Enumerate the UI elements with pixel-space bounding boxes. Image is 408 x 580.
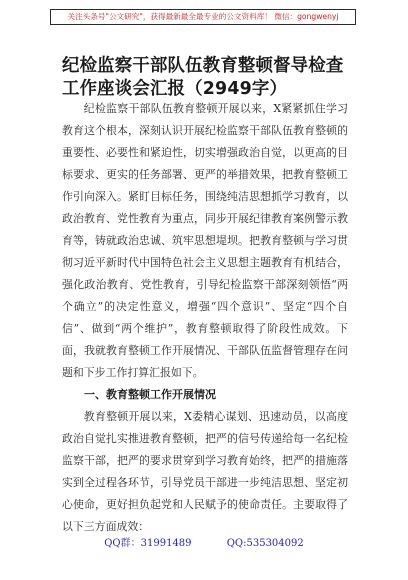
paragraph-section-1: 教育整顿开展以来，X委精心谋划、迅速动员，以高度政治自觉扎实推进教育整顿，把严的信号传递给每一名纪检监察干部，把严的要求贯穿到学习教育始终，把严的措施落实到全过程各环节，引导党员干部进一步纯洁思想、坚定初心使命，更好担负起党和人民赋予的使命责任。主要取得了以下三方面成效： (62, 410, 348, 533)
promo-banner: 关注头条号"公文研究"，获得最新最全最专业的公文资料库！ 微信：gongwenyj (50, 9, 356, 25)
document-title: 纪检监察干部队伍教育整顿督导检查工作座谈会汇报（2949字） (62, 56, 344, 99)
qq-contact-number: QQ:535304092 (226, 538, 304, 549)
paragraph-intro: 纪检监察干部队伍教育整顿开展以来，X紧紧抓住学习教育这个根本，深刻认识开展纪检监察干部队伍教育整顿的重要性、必要性和紧迫性，切实增强政治自觉，以更高的目标要求、更实的任务部署、更严的举措效果，把教育整顿工作引向深入。紧盯目标任务，围绕纯洁思想抓学习教育，以政治教育、党性教育为重点，同步开展纪律教育案例警示教育等，铸就政治忠诚、筑牢思想堤坝。把教育整顿与学习贯彻习近平新时代中国特色社会主义思想主题教育有机结合，强化政治教育、党性教育，引导纪检监察干部深刻领悟“两个确立”的决定性意义，增强“四个意识”、坚定“四个自信”、做到“两个维护”，教育整顿取得了阶段性成效。下面，我就教育整顿工作开展情况、干部队伍监督管理存在问题和下步工作打算汇报如下。 (62, 102, 348, 379)
section-heading: 一、教育整顿工作开展情况 (84, 388, 216, 401)
qq-group-number: QQ群：31991489 (104, 538, 192, 549)
footer-contact (0, 537, 408, 551)
document-body (62, 98, 348, 538)
